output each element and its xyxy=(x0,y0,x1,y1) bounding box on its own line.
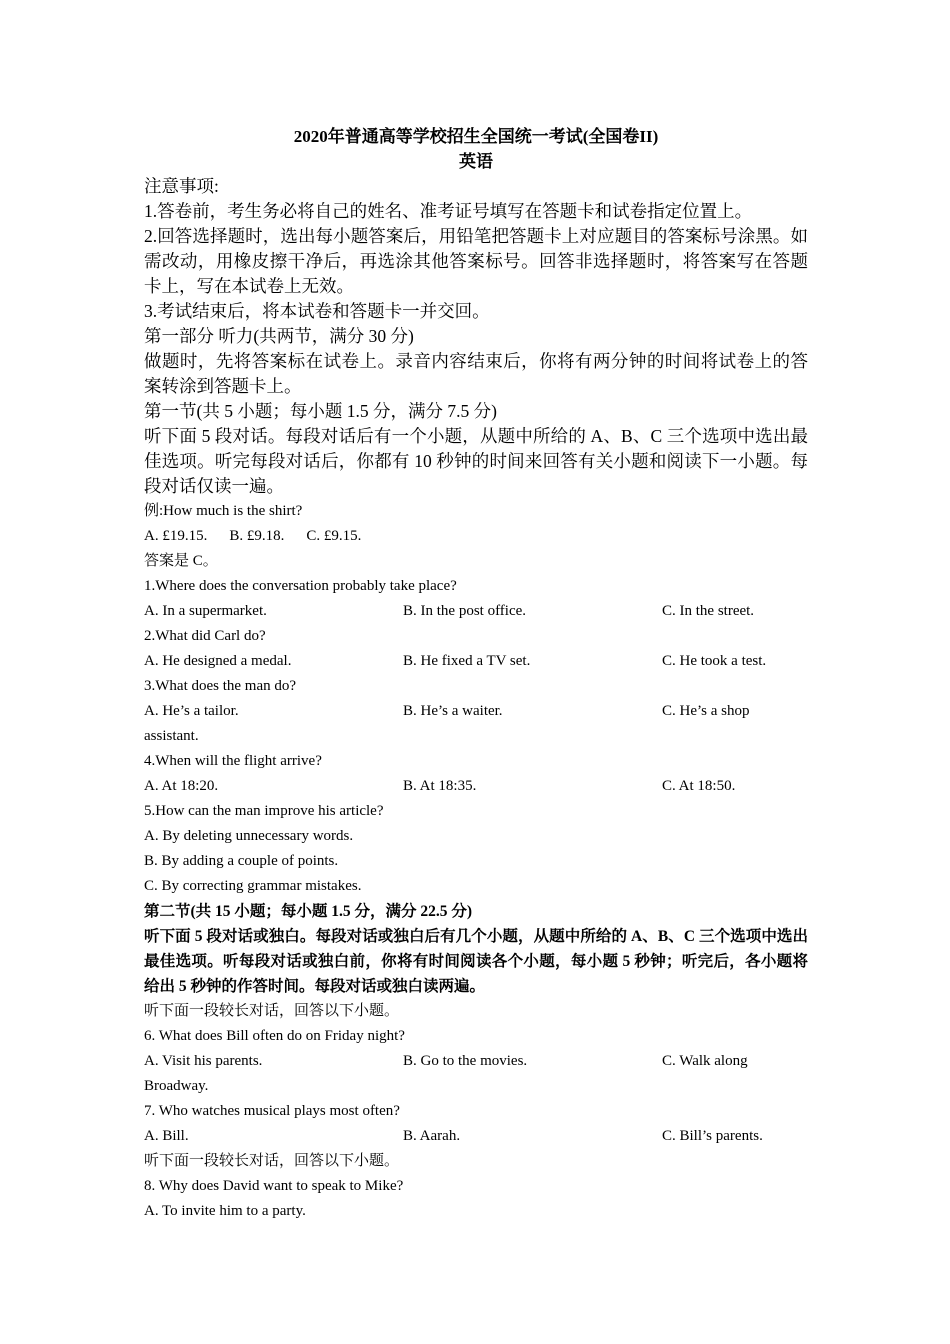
exam-subject: 英语 xyxy=(459,152,493,171)
notice-item-2: 2.回答选择题时，选出每小题答案后，用铅笔把答题卡上对应题目的答案标号涂黑。如需改动，用橡皮擦干净后，再选涂其他答案标号。回答非选择题时，将答案写在答题卡上，写在本试卷上无效。 xyxy=(144,226,808,296)
q6-option-c-continued: Broadway. xyxy=(144,1078,209,1094)
question-7-options xyxy=(144,1124,808,1149)
q1-option-b: B. In the post office. xyxy=(403,603,527,619)
section2-intro-1: 听下面一段较长对话，回答以下小题。 xyxy=(144,1003,400,1019)
q7-option-a: A. Bill. xyxy=(144,1128,189,1144)
example-option-c: C. £9.15. xyxy=(306,528,362,544)
question-6-options xyxy=(144,1049,808,1074)
q1-option-c: C. In the street. xyxy=(662,603,755,619)
question-1-options xyxy=(144,599,808,624)
q4-option-b: B. At 18:35. xyxy=(403,778,477,794)
q4-option-c: C. At 18:50. xyxy=(662,778,736,794)
q6-option-c: C. Walk along xyxy=(662,1053,748,1069)
q1-option-a: A. In a supermarket. xyxy=(144,603,267,619)
question-2: 2.What did Carl do? xyxy=(144,628,266,644)
question-4: 4.When will the flight arrive? xyxy=(144,753,322,769)
section2-intro-2: 听下面一段较长对话，回答以下小题。 xyxy=(144,1153,400,1169)
q2-option-b: B. He fixed a TV set. xyxy=(403,653,531,669)
q6-option-b: B. Go to the movies. xyxy=(403,1053,528,1069)
q3-option-c-continued: assistant. xyxy=(144,728,199,744)
notice-item-3: 3.考试结束后，将本试卷和答题卡一并交回。 xyxy=(144,301,490,321)
section2-heading: 第二节(共 15 小题；每小题 1.5 分，满分 22.5 分) xyxy=(144,903,473,920)
q5-option-b: B. By adding a couple of points. xyxy=(144,853,339,869)
q5-option-c: C. By correcting grammar mistakes. xyxy=(144,878,362,894)
example-options xyxy=(144,524,808,549)
section1-instruction: 听下面 5 段对话。每段对话后有一个小题，从题中所给的 A、B、C 三个选项中选出最佳选项。听完每段对话后，你都有 10 秒钟的时间来回答有关小题和阅读下一小题。每段对话仅读一遍。 xyxy=(144,426,808,496)
notice-heading: 注意事项: xyxy=(144,176,219,196)
q8-option-a: A. To invite him to a party. xyxy=(144,1203,306,1219)
question-2-options xyxy=(144,649,808,674)
section1-heading: 第一节(共 5 小题；每小题 1.5 分，满分 7.5 分) xyxy=(144,401,497,421)
question-3: 3.What does the man do? xyxy=(144,678,297,694)
example-option-b: B. £9.18. xyxy=(229,528,285,544)
q7-option-c: C. Bill’s parents. xyxy=(662,1128,763,1144)
q2-option-c: C. He took a test. xyxy=(662,653,767,669)
question-6: 6. What does Bill often do on Friday night? xyxy=(144,1028,405,1044)
example-question: 例:How much is the shirt? xyxy=(144,503,303,519)
q7-option-b: B. Aarah. xyxy=(403,1128,461,1144)
question-1: 1.Where does the conversation probably take place? xyxy=(144,578,457,594)
exam-page xyxy=(144,124,808,1224)
q3-option-c: C. He’s a shop xyxy=(662,703,750,719)
question-3-options xyxy=(144,699,808,724)
part1-instruction: 做题时，先将答案标在试卷上。录音内容结束后，你将有两分钟的时间将试卷上的答案转涂到答题卡上。 xyxy=(144,351,808,396)
part1-heading: 第一部分 听力(共两节，满分 30 分) xyxy=(144,326,414,346)
section2-instruction: 听下面 5 段对话或独白。每段对话或独白后有几个小题，从题中所给的 A、B、C 三个选项中选出最佳选项。听每段对话或独白前，你将有时间阅读各个小题，每小题 5 秒钟；听完后，各小题将给出 5 秒钟的作答时间。每段对话或独白读两遍。 xyxy=(144,928,808,995)
q6-option-a: A. Visit his parents. xyxy=(144,1053,263,1069)
question-4-options xyxy=(144,774,808,799)
question-5: 5.How can the man improve his article? xyxy=(144,803,384,819)
example-answer: 答案是 C。 xyxy=(144,553,218,569)
example-option-a: A. £19.15. xyxy=(144,528,208,544)
notice-item-1: 1.答卷前，考生务必将自己的姓名、准考证号填写在答题卡和试卷指定位置上。 xyxy=(144,201,753,221)
q2-option-a: A. He designed a medal. xyxy=(144,653,292,669)
q3-option-a: A. He’s a tailor. xyxy=(144,703,239,719)
exam-title: 2020年普通高等学校招生全国统一考试(全国卷II) xyxy=(293,127,659,146)
q4-option-a: A. At 18:20. xyxy=(144,778,219,794)
q3-option-b: B. He’s a waiter. xyxy=(403,703,503,719)
question-7: 7. Who watches musical plays most often? xyxy=(144,1103,400,1119)
question-8: 8. Why does David want to speak to Mike? xyxy=(144,1178,404,1194)
q5-option-a: A. By deleting unnecessary words. xyxy=(144,828,354,844)
